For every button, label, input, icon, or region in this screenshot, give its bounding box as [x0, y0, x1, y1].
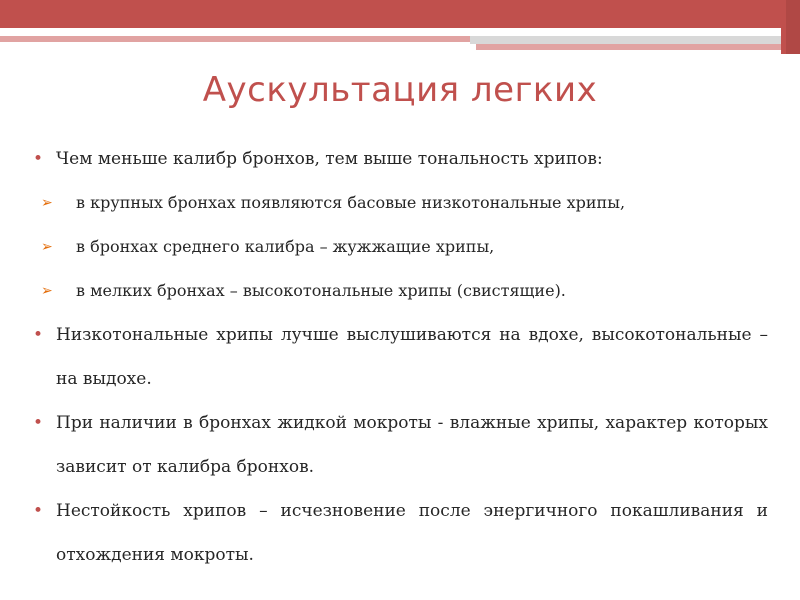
bullet-text-1: Чем меньше калибр бронхов, тем выше тональность хрипов: — [56, 149, 603, 169]
sub-bullet-item-2 — [33, 225, 768, 269]
header-band-right-edge — [786, 0, 800, 54]
bullet-text-4: Нестойкость хрипов – исчезновение после энергичного покашливания и отхождения мокроты. — [56, 501, 768, 565]
bullet-text-2: Низкотональные хрипы лучше выслушиваются на вдохе, высокотональные – на выдохе. — [56, 325, 768, 389]
round-bullet-icon: • — [33, 413, 44, 433]
arrow-bullet-icon: ➢ — [41, 239, 53, 255]
round-bullet-icon: • — [33, 325, 44, 345]
sub-bullet-text-2: в бронхах среднего калибра – жужжащие хрипы, — [76, 237, 495, 256]
bullet-item-4 — [33, 489, 768, 577]
sub-bullet-item-3 — [33, 269, 768, 313]
arrow-bullet-icon: ➢ — [41, 283, 53, 299]
slide-content — [33, 137, 768, 577]
round-bullet-icon: • — [33, 501, 44, 521]
header-band-top — [0, 0, 781, 28]
slide-title: Аускультация легких — [202, 70, 598, 110]
bullet-item-2 — [33, 313, 768, 401]
round-bullet-icon: • — [33, 149, 44, 169]
header-band-pink — [0, 36, 470, 42]
bullet-text-3: При наличии в бронхах жидкой мокроты - влажные хрипы, характер которых зависит от калибра бронхов. — [56, 413, 768, 477]
sub-bullet-text-3: в мелких бронхах – высокотональные хрипы (свистящие). — [76, 281, 566, 300]
header-band-gap — [0, 28, 781, 36]
bullet-item-1 — [33, 137, 768, 181]
sub-bullet-item-1 — [33, 181, 768, 225]
header-band-pink-lower — [476, 44, 786, 50]
header-band-grey — [470, 36, 781, 44]
bullet-item-3 — [33, 401, 768, 489]
sub-bullet-text-1: в крупных бронхах появляются басовые низкотональные хрипы, — [76, 193, 626, 212]
arrow-bullet-icon: ➢ — [41, 195, 53, 211]
